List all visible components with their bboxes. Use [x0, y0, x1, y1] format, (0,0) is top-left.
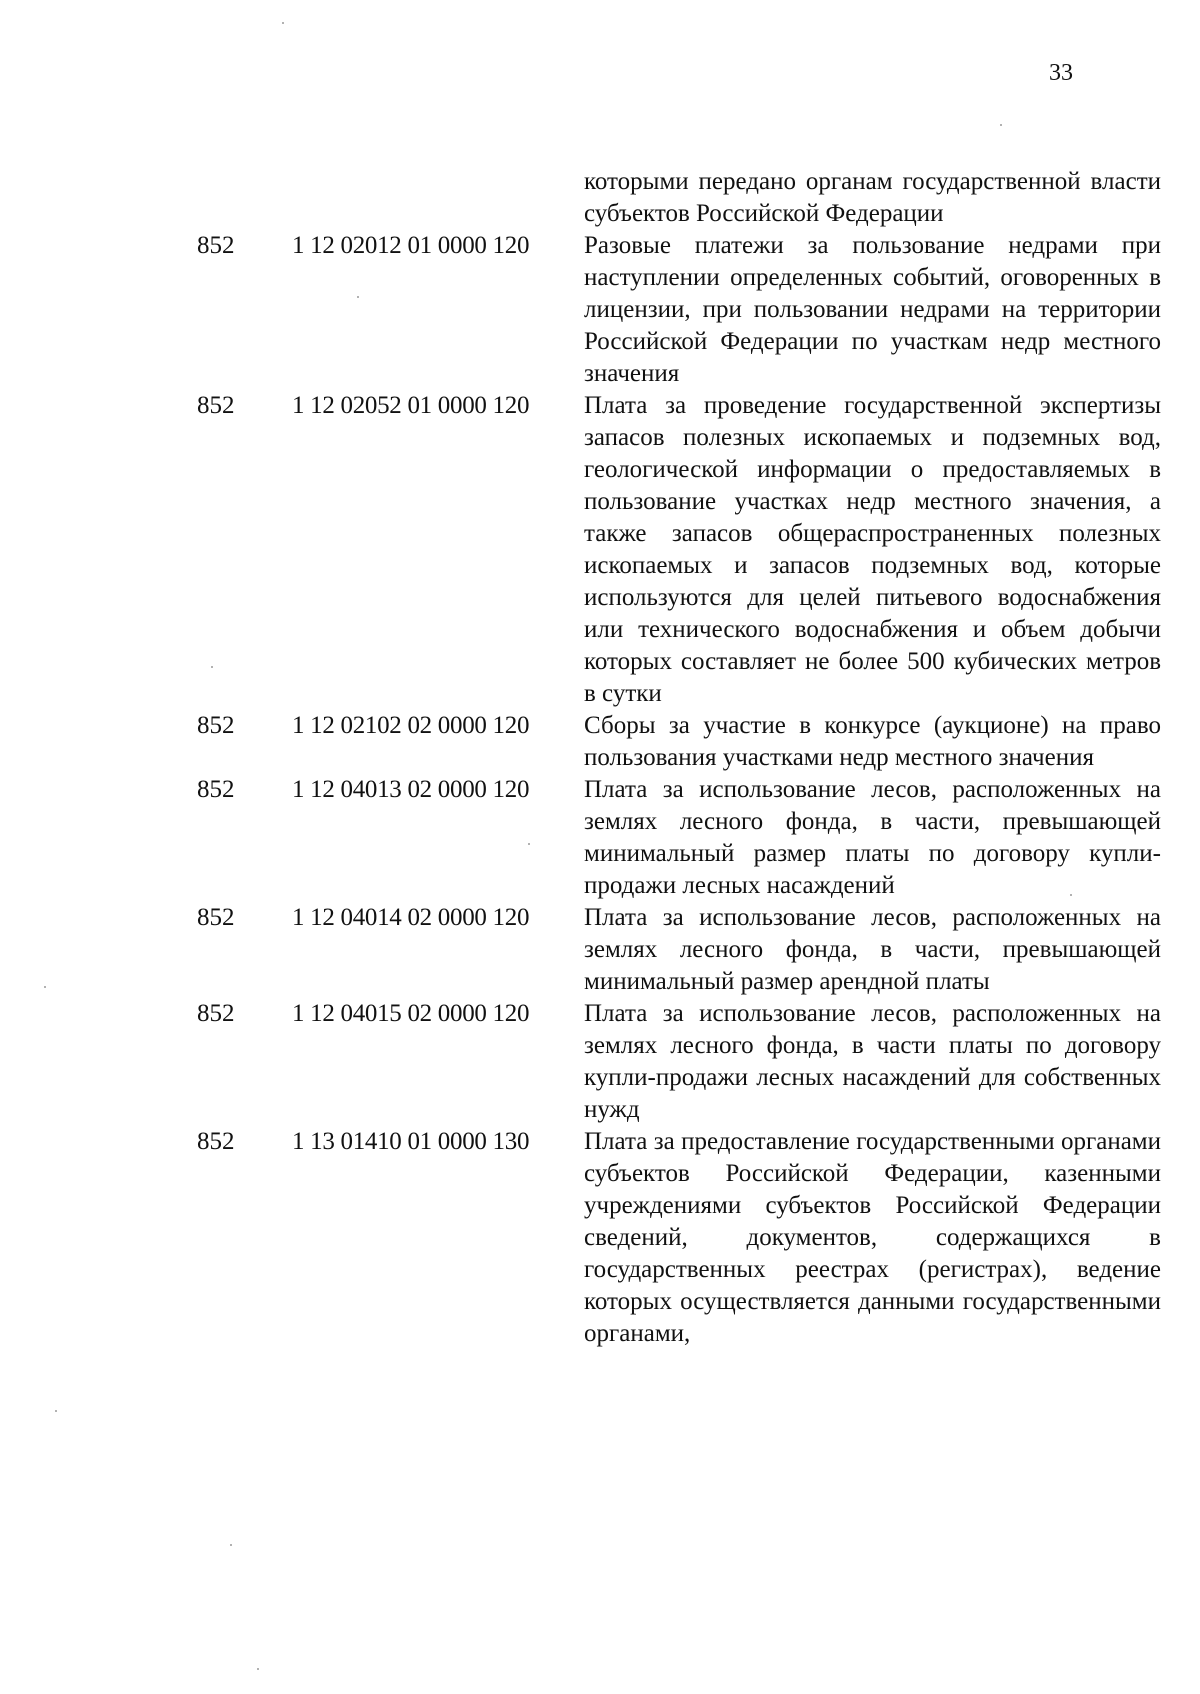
budget-classification-code: 1 12 02052 01 0000 120 [292, 392, 530, 419]
scan-speck [1070, 894, 1072, 896]
budget-classification-code: 1 12 02012 01 0000 120 [292, 232, 530, 259]
scan-speck [211, 666, 213, 668]
budget-classification-code: 1 12 02102 02 0000 120 [292, 712, 530, 739]
admin-code: 852 [197, 392, 235, 419]
admin-code: 852 [197, 904, 235, 931]
scan-speck [55, 1410, 57, 1412]
scan-speck [230, 1544, 232, 1546]
budget-classification-code: 1 12 04013 02 0000 120 [292, 776, 530, 803]
scan-speck [357, 296, 359, 298]
table-row [0, 1126, 1200, 1350]
revenue-description: Сборы за участие в конкурсе (аукционе) на право пользования участками недр местного значения [584, 712, 1161, 771]
admin-code: 852 [197, 232, 235, 259]
revenue-description: Плата за проведение государственной экспертизы запасов полезных ископаемых и подземных вод, геологической информации о предоставляемых в пользование участках недр местного значения, а также запасов общераспространенных полезных ископаемых и запасов подземных вод, которые используются для целей питьевого водоснабжения или технического водоснабжения и объем добычи которых составляет не более 500 кубических метров в сутки [584, 392, 1161, 707]
revenue-description: Плата за использование лесов, расположенных на землях лесного фонда, в части, превышающей минимальный размер платы по договору купли-продажи лесных насаждений [584, 776, 1161, 899]
continuation-text: которыми передано органам государственной власти субъектов Российской Федерации [584, 168, 1161, 227]
page-number: 33 [1049, 60, 1073, 86]
admin-code: 852 [197, 776, 235, 803]
scan-speck [1000, 124, 1002, 126]
table-row [0, 998, 1200, 1126]
continuation-row [0, 166, 1200, 230]
budget-classification-code: 1 12 04014 02 0000 120 [292, 904, 530, 931]
revenue-description: Плата за использование лесов, расположенных на землях лесного фонда, в части, превышающей минимальный размер арендной платы [584, 904, 1161, 995]
scan-speck [282, 22, 284, 24]
scan-speck [528, 843, 530, 845]
table-row [0, 710, 1200, 774]
budget-classification-code: 1 12 04015 02 0000 120 [292, 1000, 530, 1027]
revenue-description: Плата за предоставление государственными органами субъектов Российской Федерации, казенными учреждениями субъектов Российской Федерации сведений, документов, содержащихся в государственных реестрах (регистрах), ведение которых осуществляется данными государственными органами, [584, 1128, 1161, 1347]
scan-speck [257, 1668, 259, 1670]
table-row [0, 902, 1200, 998]
revenue-description: Разовые платежи за пользование недрами при наступлении определенных событий, оговоренных в лицензии, при пользовании недрами на территории Российской Федерации по участкам недр местного значения [584, 232, 1161, 387]
admin-code: 852 [197, 1000, 235, 1027]
admin-code: 852 [197, 712, 235, 739]
table-row [0, 390, 1200, 710]
table-row [0, 230, 1200, 390]
revenue-codes-table [0, 166, 1200, 1350]
scan-speck [44, 986, 46, 988]
admin-code: 852 [197, 1128, 235, 1155]
table-row [0, 774, 1200, 902]
revenue-description: Плата за использование лесов, расположенных на землях лесного фонда, в части платы по договору купли-продажи лесных насаждений для собственных нужд [584, 1000, 1161, 1123]
budget-classification-code: 1 13 01410 01 0000 130 [292, 1128, 530, 1155]
